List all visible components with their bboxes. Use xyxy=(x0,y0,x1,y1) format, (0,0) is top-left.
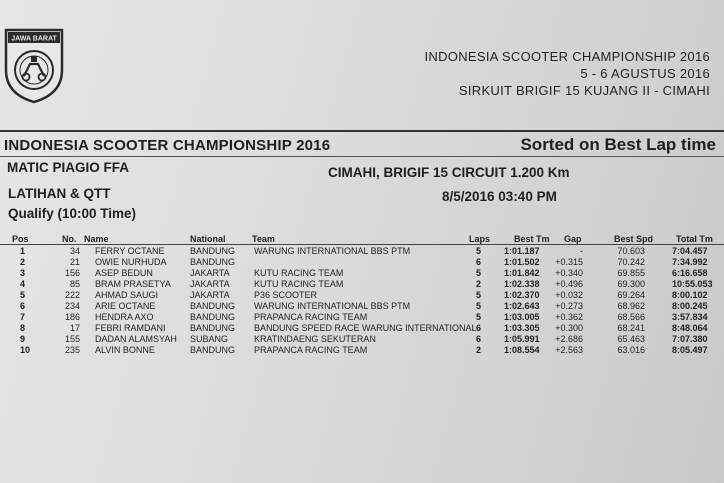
total-time-cell: 8:05.497 xyxy=(672,345,708,355)
laps-cell: 5 xyxy=(476,312,482,322)
col-total: Total Tm xyxy=(676,234,713,244)
name-cell: AHMAD SAUGI xyxy=(95,290,159,300)
title-divider xyxy=(0,156,724,157)
team-cell: KRATINDAENG SEKUTERAN xyxy=(254,334,376,344)
name-cell: ARIE OCTANE xyxy=(95,301,156,311)
session-datetime: 8/5/2016 03:40 PM xyxy=(442,189,557,204)
name-cell: FERRY OCTANE xyxy=(95,246,165,256)
team-cell: KUTU RACING TEAM xyxy=(254,279,344,289)
table-row xyxy=(0,345,724,356)
circuit-info: CIMAHI, BRIGIF 15 CIRCUIT 1.200 Km xyxy=(328,165,570,180)
number-cell: 17 xyxy=(69,323,80,333)
col-gap: Gap xyxy=(564,234,582,244)
total-time-cell: 7:34.992 xyxy=(672,257,708,267)
national-cell: BANDUNG xyxy=(190,257,236,267)
gap-cell: +0.032 xyxy=(555,290,583,300)
table-row xyxy=(0,301,724,312)
best-speed-cell: 70.242 xyxy=(617,257,645,267)
best-speed-cell: 68.566 xyxy=(617,312,645,322)
race-class: MATIC PIAGIO FFA xyxy=(7,160,129,175)
session-name: LATIHAN & QTT xyxy=(8,186,111,201)
best-speed-cell: 68.962 xyxy=(617,301,645,311)
table-row xyxy=(0,246,724,257)
name-cell: HENDRA AXO xyxy=(95,312,154,322)
event-dates: 5 - 6 AGUSTUS 2016 xyxy=(580,66,710,81)
imi-jawa-barat-logo xyxy=(2,26,66,104)
team-cell: BANDUNG SPEED RACE WARUNG INTERNATIONAL xyxy=(254,323,477,333)
report-title: INDONESIA SCOOTER CHAMPIONSHIP 2016 xyxy=(4,137,331,154)
national-cell: JAKARTA xyxy=(190,279,230,289)
number-cell: 156 xyxy=(64,268,80,278)
name-cell: DADAN ALAMSYAH xyxy=(95,334,177,344)
col-team: Team xyxy=(252,234,275,244)
total-time-cell: 6:16.658 xyxy=(672,268,708,278)
laps-cell: 5 xyxy=(476,246,482,256)
header-divider xyxy=(0,130,724,132)
best-time-cell: 1:01.187 xyxy=(504,246,540,256)
svg-text:JAWA BARAT: JAWA BARAT xyxy=(11,35,57,43)
laps-cell: 2 xyxy=(476,279,482,289)
qualify-label: Qualify (10:00 Time) xyxy=(8,206,137,221)
total-time-cell: 8:48.064 xyxy=(672,323,708,333)
national-cell: BANDUNG xyxy=(190,312,236,322)
number-cell: 21 xyxy=(69,257,80,267)
national-cell: BANDUNG xyxy=(190,345,236,355)
national-cell: JAKARTA xyxy=(190,268,230,278)
team-cell: P36 SCOOTER xyxy=(254,290,318,300)
total-time-cell: 8:00.245 xyxy=(672,301,708,311)
col-no: No. xyxy=(62,234,77,244)
team-cell: WARUNG INTERNATIONAL BBS PTM xyxy=(254,246,411,256)
table-row xyxy=(0,334,724,345)
team-cell: PRAPANCA RACING TEAM xyxy=(254,345,368,355)
number-cell: 222 xyxy=(64,290,80,300)
number-cell: 234 xyxy=(64,301,80,311)
laps-cell: 6 xyxy=(476,334,482,344)
event-header xyxy=(425,48,711,99)
best-speed-cell: 69.855 xyxy=(617,268,645,278)
national-cell: JAKARTA xyxy=(190,290,230,300)
pos-cell: 8 xyxy=(20,323,26,333)
team-cell: PRAPANCA RACING TEAM xyxy=(254,312,368,322)
best-speed-cell: 68.241 xyxy=(617,323,645,333)
best-time-cell: 1:01.842 xyxy=(504,268,540,278)
table-row xyxy=(0,279,724,290)
col-name: Name xyxy=(84,234,109,244)
gap-cell: +0.315 xyxy=(555,257,583,267)
pos-cell: 5 xyxy=(20,290,26,300)
col-pos: Pos xyxy=(12,234,29,244)
best-speed-cell: 63.016 xyxy=(617,345,645,355)
gap-cell: - xyxy=(580,246,583,256)
table-row xyxy=(0,323,724,334)
national-cell: BANDUNG xyxy=(190,301,236,311)
pos-cell: 3 xyxy=(20,268,26,278)
number-cell: 155 xyxy=(64,334,80,344)
event-venue: SIRKUIT BRIGIF 15 KUJANG II - CIMAHI xyxy=(458,83,710,98)
table-row xyxy=(0,312,724,323)
team-cell: WARUNG INTERNATIONAL BBS PTM xyxy=(254,301,411,311)
pos-cell: 4 xyxy=(20,279,26,289)
name-cell: BRAM PRASETYA xyxy=(95,279,171,289)
event-title: INDONESIA SCOOTER CHAMPIONSHIP 2016 xyxy=(424,49,710,64)
best-time-cell: 1:02.338 xyxy=(504,279,540,289)
total-time-cell: 7:07.380 xyxy=(672,334,708,344)
pos-cell: 6 xyxy=(20,301,26,311)
pos-cell: 10 xyxy=(20,345,31,355)
name-cell: ASEP BEDUN xyxy=(95,268,153,278)
pos-cell: 2 xyxy=(20,257,26,267)
best-time-cell: 1:02.643 xyxy=(504,301,540,311)
name-cell: OWIE NURHUDA xyxy=(95,257,167,267)
best-speed-cell: 65.463 xyxy=(617,334,645,344)
number-cell: 186 xyxy=(64,312,80,322)
sort-note: Sorted on Best Lap time xyxy=(520,135,716,154)
pos-cell: 9 xyxy=(20,334,26,344)
table-header-divider xyxy=(0,244,724,245)
table-row xyxy=(0,268,724,279)
laps-cell: 5 xyxy=(476,290,482,300)
best-time-cell: 1:01.502 xyxy=(504,257,540,267)
number-cell: 235 xyxy=(64,345,80,355)
gap-cell: +0.340 xyxy=(555,268,583,278)
best-time-cell: 1:02.370 xyxy=(504,290,540,300)
best-time-cell: 1:03.305 xyxy=(504,323,540,333)
total-time-cell: 7:04.457 xyxy=(672,246,708,256)
best-speed-cell: 69.300 xyxy=(617,279,645,289)
best-speed-cell: 69.264 xyxy=(617,290,645,300)
national-cell: SUBANG xyxy=(190,334,229,344)
total-time-cell: 3:57.834 xyxy=(672,312,708,322)
gap-cell: +0.300 xyxy=(555,323,583,333)
best-speed-cell: 70.603 xyxy=(617,246,645,256)
laps-cell: 6 xyxy=(476,323,482,333)
table-row xyxy=(0,257,724,268)
name-cell: FEBRI RAMDANI xyxy=(95,323,166,333)
total-time-cell: 8:00.102 xyxy=(672,290,708,300)
pos-cell: 1 xyxy=(20,246,26,256)
number-cell: 85 xyxy=(69,279,80,289)
gap-cell: +2.686 xyxy=(555,334,583,344)
laps-cell: 5 xyxy=(476,301,482,311)
number-cell: 34 xyxy=(69,246,80,256)
col-laps: Laps xyxy=(469,234,491,244)
pos-cell: 7 xyxy=(20,312,26,322)
table-row xyxy=(0,290,724,301)
gap-cell: +0.496 xyxy=(555,279,583,289)
col-spd: Best Spd xyxy=(614,234,654,244)
national-cell: BANDUNG xyxy=(190,246,236,256)
col-national: National xyxy=(190,234,226,244)
total-time-cell: 10:55.053 xyxy=(672,279,713,289)
best-time-cell: 1:03.005 xyxy=(504,312,540,322)
national-cell: BANDUNG xyxy=(190,323,236,333)
best-time-cell: 1:08.554 xyxy=(504,345,540,355)
name-cell: ALVIN BONNE xyxy=(95,345,155,355)
laps-cell: 2 xyxy=(476,345,482,355)
gap-cell: +0.362 xyxy=(555,312,583,322)
col-best: Best Tm xyxy=(514,234,550,244)
gap-cell: +0.273 xyxy=(555,301,583,311)
laps-cell: 6 xyxy=(476,257,482,267)
team-cell: KUTU RACING TEAM xyxy=(254,268,344,278)
laps-cell: 5 xyxy=(476,268,482,278)
gap-cell: +2.563 xyxy=(555,345,583,355)
best-time-cell: 1:05.991 xyxy=(504,334,540,344)
